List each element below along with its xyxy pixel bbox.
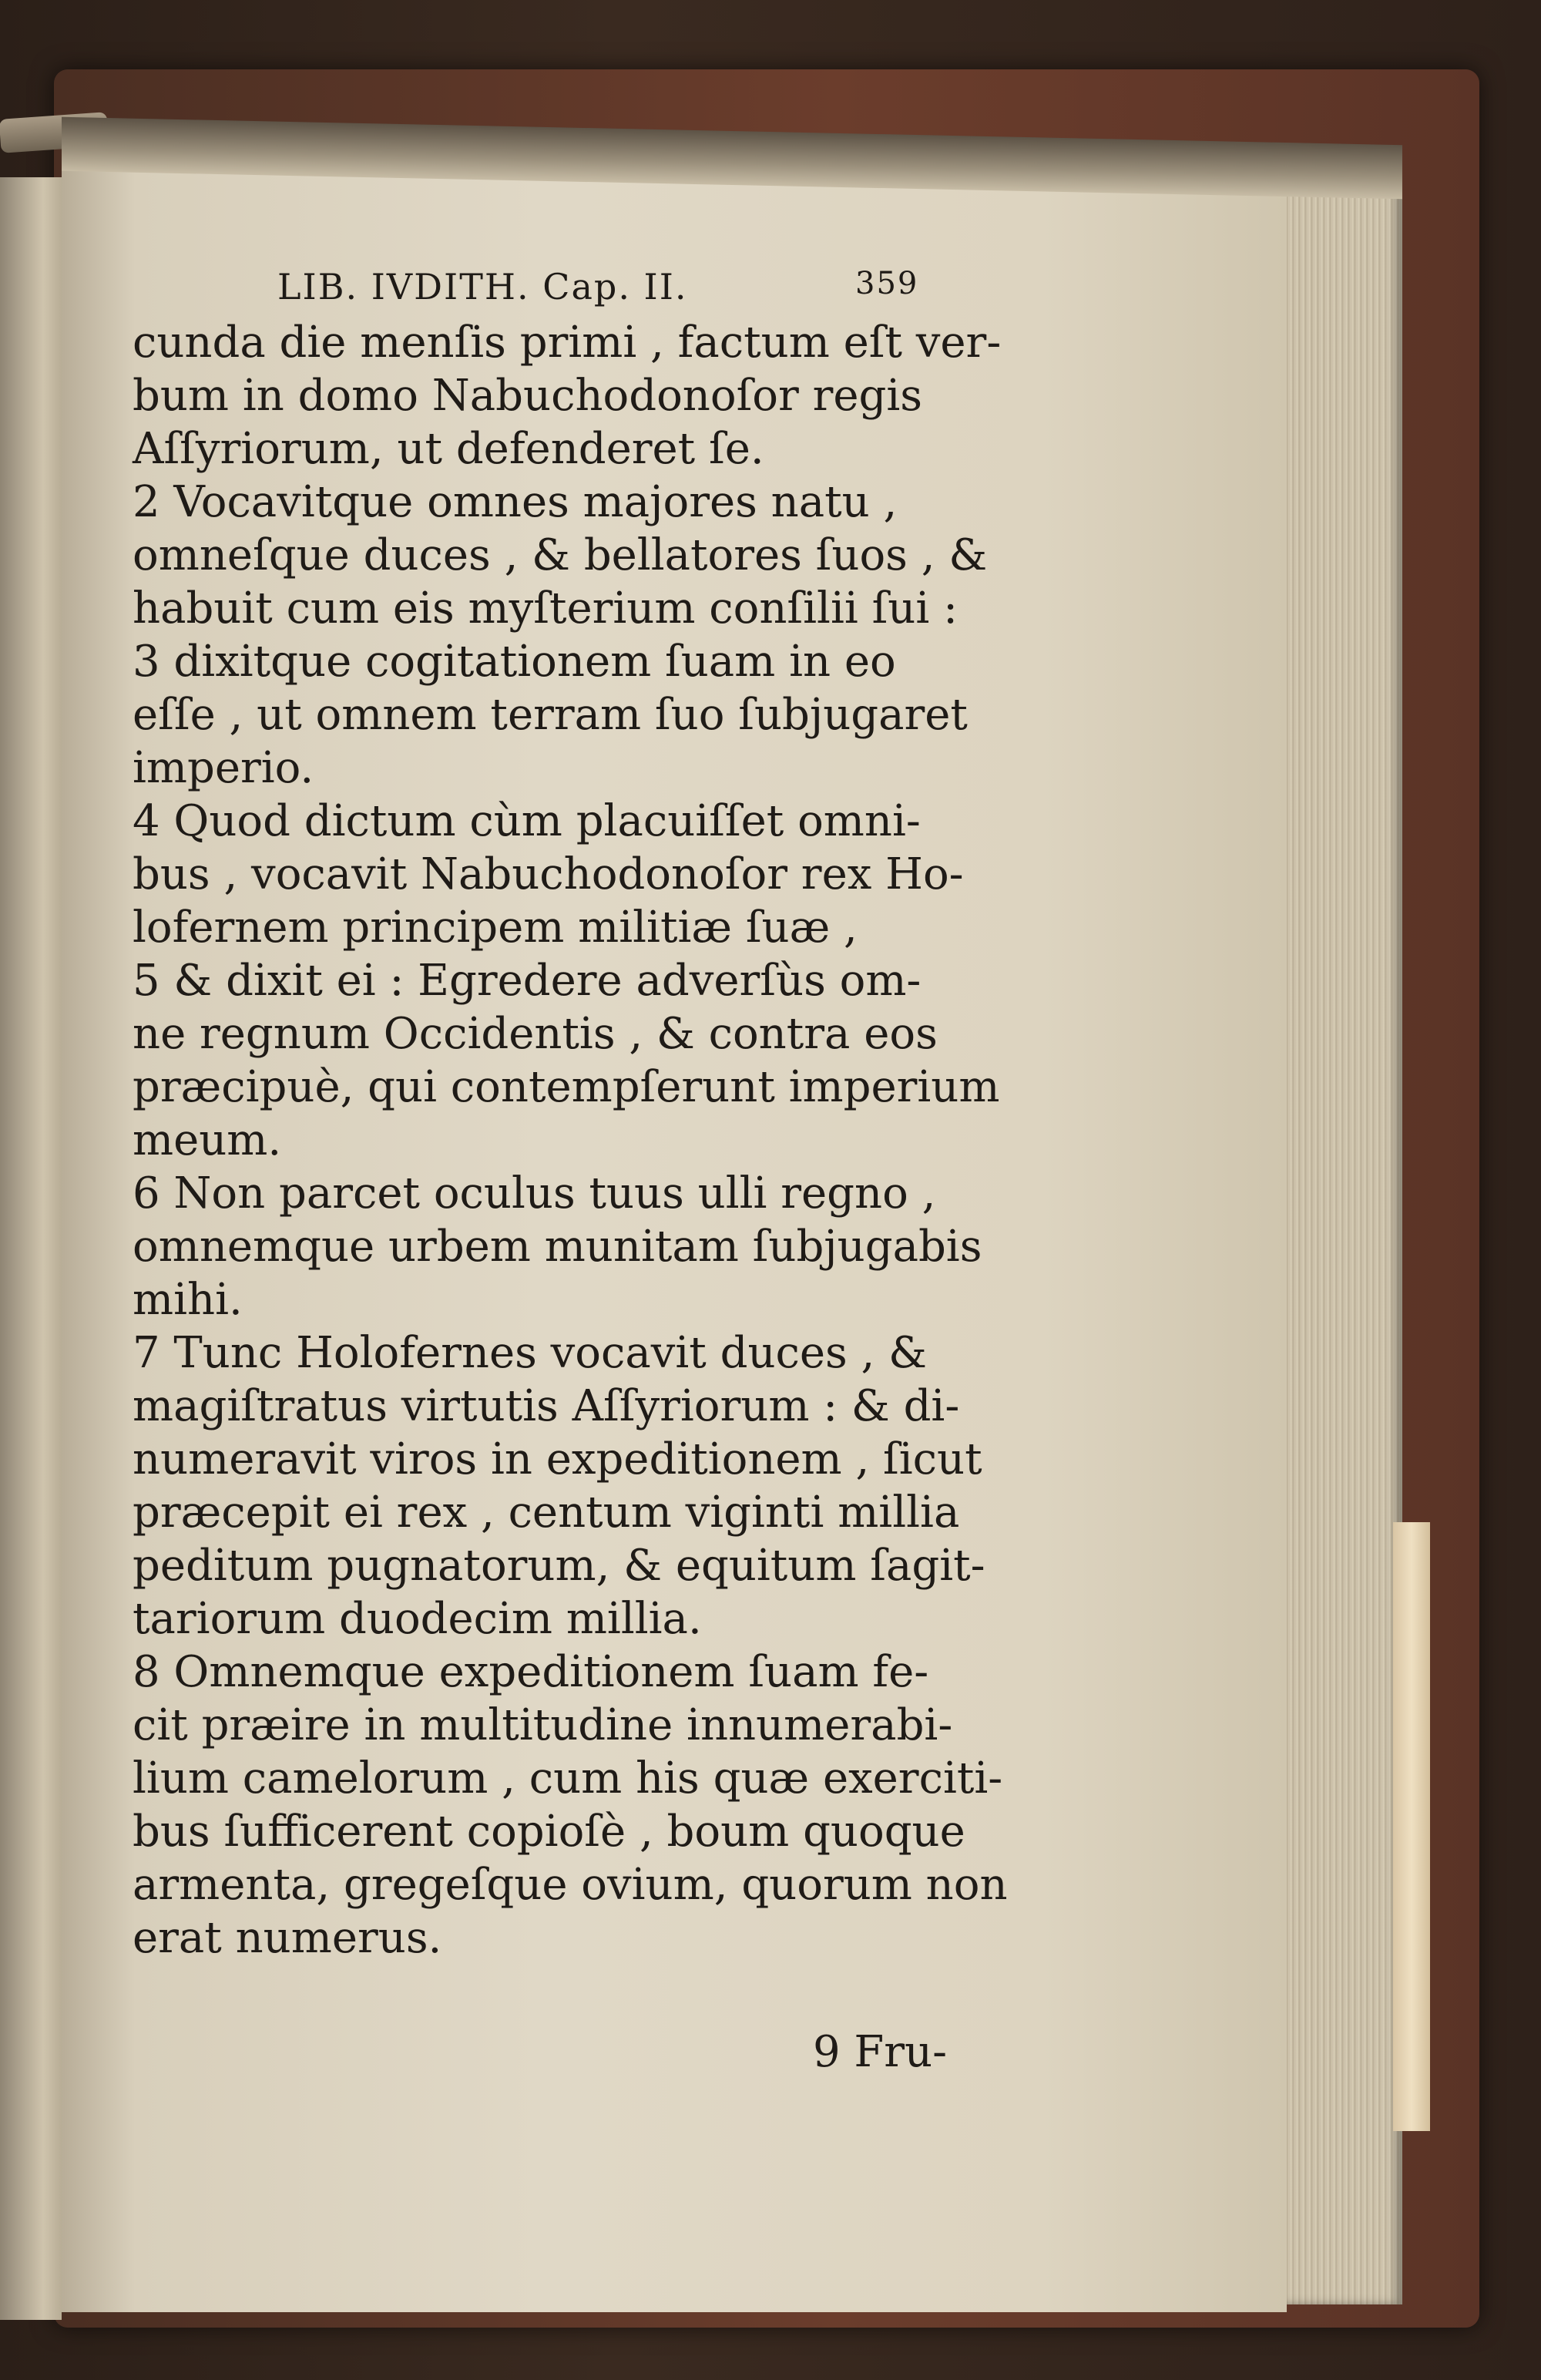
text-line: meum. — [133, 1115, 282, 1165]
catchword: 9 Fru- — [813, 2027, 948, 2077]
folio-number: 359 — [855, 266, 919, 301]
text-line: peditum pugnatorum, & equitum ſagit- — [133, 1541, 985, 1591]
text-line: erat numerus. — [133, 1913, 442, 1963]
text-line: habuit cum eis myſterium conſilii ſui : — [133, 583, 958, 634]
text-line: omneſque duces , & bellatores ſuos , & — [133, 530, 988, 580]
text-line: imperio. — [133, 743, 314, 793]
text-line: 8 Omnemque expeditionem ſuam fe- — [133, 1647, 929, 1697]
text-line: mihi. — [133, 1275, 243, 1325]
running-title: LIB. IVDITH. Cap. II. — [277, 266, 688, 308]
paper-bookmark — [1393, 1522, 1430, 2131]
text-line: 6 Non parcet oculus tuus ulli regno , — [133, 1168, 936, 1219]
text-line: cit præire in multitudine innumerabi- — [133, 1700, 953, 1750]
text-line: bus ſufficerent copioſè , boum quoque — [133, 1807, 965, 1857]
text-line: ne regnum Occidentis , & contra eos — [133, 1009, 938, 1059]
text-line: præcipuè, qui contempſerunt imperium — [133, 1062, 1000, 1112]
facing-page-edge — [0, 177, 62, 2320]
text-line: lium camelorum , cum his quæ exerciti- — [133, 1753, 1003, 1803]
text-line: Aſſyriorum, ut defenderet ſe. — [133, 424, 764, 474]
text-line: 5 & dixit ei : Egredere adverſùs om- — [133, 956, 922, 1006]
text-line: 4 Quod dictum cùm placuiſſet omni- — [133, 796, 921, 846]
page-block-edges — [1283, 154, 1402, 2304]
text-line: omnemque urbem munitam ſubjugabis — [133, 1222, 982, 1272]
text-line: eſſe , ut omnem terram ſuo ſubjugaret — [133, 690, 968, 740]
text-line: præcepit ei rex , centum viginti millia — [133, 1488, 960, 1538]
text-line: bus , vocavit Nabuchodonoſor rex Ho- — [133, 849, 964, 899]
text-line: magiſtratus virtutis Aſſyriorum : & di- — [133, 1381, 960, 1431]
text-line: 3 dixitque cogitationem ſuam in eo — [133, 637, 896, 687]
text-line: cunda die menſis primi , factum eſt ver- — [133, 318, 1002, 368]
text-line: 7 Tunc Holofernes vocavit duces , & — [133, 1328, 927, 1378]
text-line: numeravit viros in expeditionem , ſicut — [133, 1434, 982, 1484]
text-line: tariorum duodecim millia. — [133, 1594, 702, 1644]
text-line: bum in domo Nabuchodonoſor regis — [133, 371, 922, 421]
text-line: 2 Vocavitque omnes majores natu , — [133, 477, 898, 527]
text-line: armenta, gregeſque ovium, quorum non — [133, 1860, 1008, 1910]
text-line: lofernem principem militiæ ſuæ , — [133, 903, 858, 953]
